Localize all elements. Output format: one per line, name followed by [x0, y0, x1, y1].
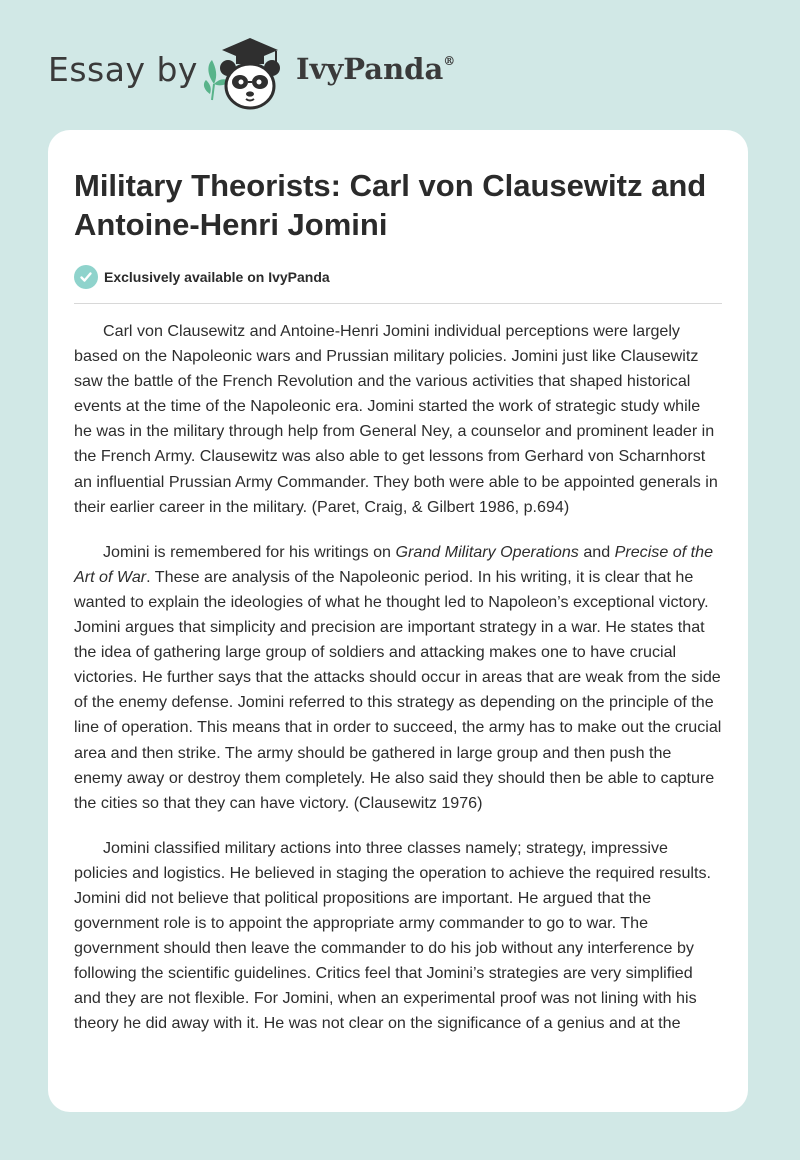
essay-title: Military Theorists: Carl von Clausewitz and Antoine-Henri Jomini [74, 168, 707, 242]
paragraph-3: Jomini classified military actions into three classes namely; strategy, impressive policies and logistics. He believed in staging the operation to achieve the required results. Jomini did not believe that political propositions are important. He argued that the government role is to appoint the appropriate army commander to go to war. The government should then leave the commander to do his job without any interference by following the scientific guidelines. Critics feel that Jomini’s strategies are very simplified and they are not flexible. For Jomini, when an experimental proof was not lining with his theory he did away with it. He was not clear on the significance of a genius and at the [74, 838, 711, 1033]
p2-text-b: and [578, 542, 615, 561]
checkmark-circle-icon [74, 265, 98, 289]
essay-body [74, 319, 722, 1057]
divider [74, 303, 722, 304]
essay-by-label: Essay by [48, 50, 198, 89]
book-title-precise-of-the-art-of-war: Precise of the Art of War [74, 542, 714, 586]
paragraph-2 [74, 540, 722, 816]
trademark-mark: ® [443, 54, 456, 68]
brand-name-text: IvyPanda [296, 52, 444, 86]
site-header [0, 0, 800, 120]
p2-text-a: Jomini is remembered for his writings on [103, 542, 396, 561]
essay-card [48, 130, 748, 1112]
brand-name[interactable] [296, 52, 455, 86]
paragraph-1: Carl von Clausewitz and Antoine-Henri Jomini individual perceptions were largely based on the Napoleonic wars and Prussian military policies. Jomini just like Clausewitz saw the battle of the French Revolution and the various activities that shaped historical events at the time of the Napoleonic era. Jomini started the work of strategic study while he was in the military through help from General Ney, a counselor and prominent leader in the French Army. Clausewitz was also able to get lessons from Gerhard von Scharnhorst an influential Prussian Army Commander. They both were able to be appointed generals in their earlier career in the military. (Paret, Craig, & Gilbert 1986, p.694) [74, 322, 718, 516]
panda-graduate-logo-icon[interactable] [200, 36, 292, 112]
exclusive-badge [74, 264, 330, 290]
book-title-grand-military-operations: Grand Military Operations [395, 542, 579, 561]
exclusive-label: Exclusively available on IvyPanda [104, 269, 330, 285]
p2-text-c: . These are analysis of the Napoleonic period. In his writing, it is clear that he wanted to explain the ideologies of what he thought led to Napoleon’s exceptional victory. Jomini argues that simplicity and precision are important strategy in a war. He states that the idea of gathering large group of soldiers and attacking makes one to have crucial victories. He further says that the attacks should occur in areas that are weak from the side of the enemy defense. Jomini referred to this strategy as depending on the principle of the line of operation. This means that in order to succeed, the army has to make out the crucial area and then strike. The army should be gathered in large group and then push the enemy away or destroy them completely. He also said they should then be able to capture the cities so that they can have victory. (Clausewitz 1976) [74, 567, 722, 812]
